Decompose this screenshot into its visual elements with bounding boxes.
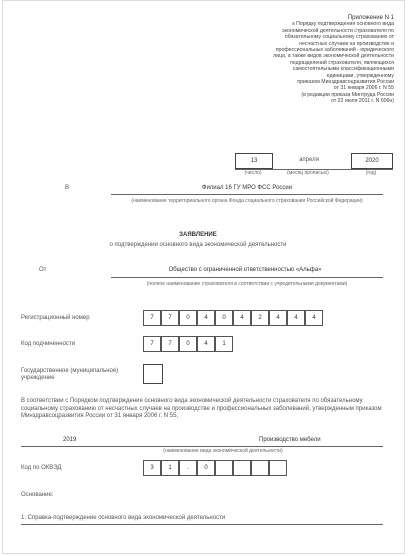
header-line: обязательному социальному страхованию от [284, 34, 394, 41]
recipient-caption: (наименование территориального органа Фонда социального страхования Российской Федерации) [131, 198, 363, 204]
recipient-name: Филиал 16 ГУ МРО ФСС России [201, 185, 293, 191]
basis-label: Основание: [21, 492, 54, 498]
okved-digit[interactable] [251, 460, 269, 476]
statement-activity: Производство мебели [259, 437, 321, 443]
reg-digit[interactable]: 4 [287, 310, 305, 326]
sub-digit[interactable]: 0 [179, 336, 197, 352]
from-underline [111, 277, 383, 278]
header-line: самостоятельными классификационными [292, 66, 394, 73]
header-line: лица, а также видов экономической деятельности [273, 53, 394, 60]
recipient-prefix: В [65, 185, 70, 191]
statement-text [21, 398, 385, 421]
reg-digit[interactable]: 7 [161, 310, 179, 326]
basis-item-1: 1. Справка-подтверждение основного вида экономической деятельности [21, 515, 226, 521]
header-line: профессиональных заболеваний - юридического [275, 47, 394, 54]
header-line: подразделений страхователя, являющихся [290, 59, 394, 66]
statement-line: профессиональных заболеваний, утвержденным приказом Минздравсоцразвития России от 31 января 2006 г. N 55, [21, 405, 382, 419]
statement-activity-caption: (наименование вида экономической деятельности) [163, 448, 283, 454]
header-line: от 31 января 2006 г. N 55 [333, 85, 394, 92]
state-institution-label: Государственное (муниципальное) учреждение [21, 368, 119, 381]
statement-underline [21, 446, 383, 447]
okved-digit[interactable]: . [179, 460, 197, 476]
appendix-title: Приложение N 1 [347, 15, 394, 21]
appendix-header [219, 15, 394, 105]
okved-digit[interactable] [269, 460, 287, 476]
header-line: единицами, утвержденному [326, 72, 394, 79]
statement-year: 2019 [63, 437, 77, 443]
basis-underline [21, 524, 383, 525]
reg-digit[interactable]: 7 [143, 310, 161, 326]
date-month-label: (месяц прописью) [287, 170, 329, 176]
reg-digit[interactable]: 0 [215, 310, 233, 326]
header-line: приказом Минздравсоцразвития России [297, 79, 394, 86]
okved-digit[interactable]: 3 [143, 460, 161, 476]
date-month: апреля [299, 157, 319, 163]
header-line: от 22 июля 2011 г. N 606н) [331, 98, 394, 105]
reg-number-label: Регистрационный номер [21, 315, 90, 321]
date-year-label: (год) [365, 170, 377, 176]
okved-digit[interactable] [215, 460, 233, 476]
reg-digit[interactable]: 4 [197, 310, 215, 326]
from-name: Общество с ограниченной ответственностью «Альфа» [168, 267, 322, 273]
sub-digit[interactable]: 7 [161, 336, 179, 352]
date-day-field[interactable]: 13 [235, 153, 273, 169]
from-prefix: От [39, 267, 47, 273]
reg-digit[interactable]: 4 [269, 310, 287, 326]
statement-line: В соответствии с Порядком подтверждения основного вида экономической деятельности страхователя по обязательному социальному страхованию от несчастных случаев на производстве и [21, 398, 363, 412]
reg-digit[interactable]: 4 [233, 310, 251, 326]
sub-digit[interactable]: 4 [197, 336, 215, 352]
document-page [2, 0, 405, 554]
okved-label: Код по ОКВЭД [21, 465, 62, 471]
header-line: (в редакции приказа Минтруда России [301, 91, 394, 98]
recipient-underline [111, 194, 383, 195]
date-day-label: (число) [244, 170, 262, 176]
header-line: к Порядку подтверждения основного вида [292, 21, 394, 28]
okved-digit[interactable]: 0 [197, 460, 215, 476]
header-line: несчастных случаев на производстве и [299, 40, 394, 47]
sub-digit[interactable]: 7 [143, 336, 161, 352]
document-subheading: о подтверждении основного вида экономической деятельности [109, 242, 287, 248]
okved-digit[interactable]: 1 [161, 460, 179, 476]
reg-digit[interactable]: 4 [305, 310, 323, 326]
subordination-code-label: Код подчиненности [21, 341, 76, 347]
okved-digit[interactable] [233, 460, 251, 476]
document-heading: ЗАЯВЛЕНИЕ [179, 232, 217, 238]
reg-digit[interactable]: 2 [251, 310, 269, 326]
header-line: экономической деятельности страхователя по [282, 27, 394, 34]
from-caption: (полное наименование страхователя в соответствии с учредительными документами) [146, 281, 348, 287]
reg-digit[interactable]: 0 [179, 310, 197, 326]
date-year-field[interactable]: 2020 [351, 153, 393, 169]
sub-digit[interactable]: 1 [215, 336, 233, 352]
state-institution-checkbox[interactable] [143, 364, 163, 384]
